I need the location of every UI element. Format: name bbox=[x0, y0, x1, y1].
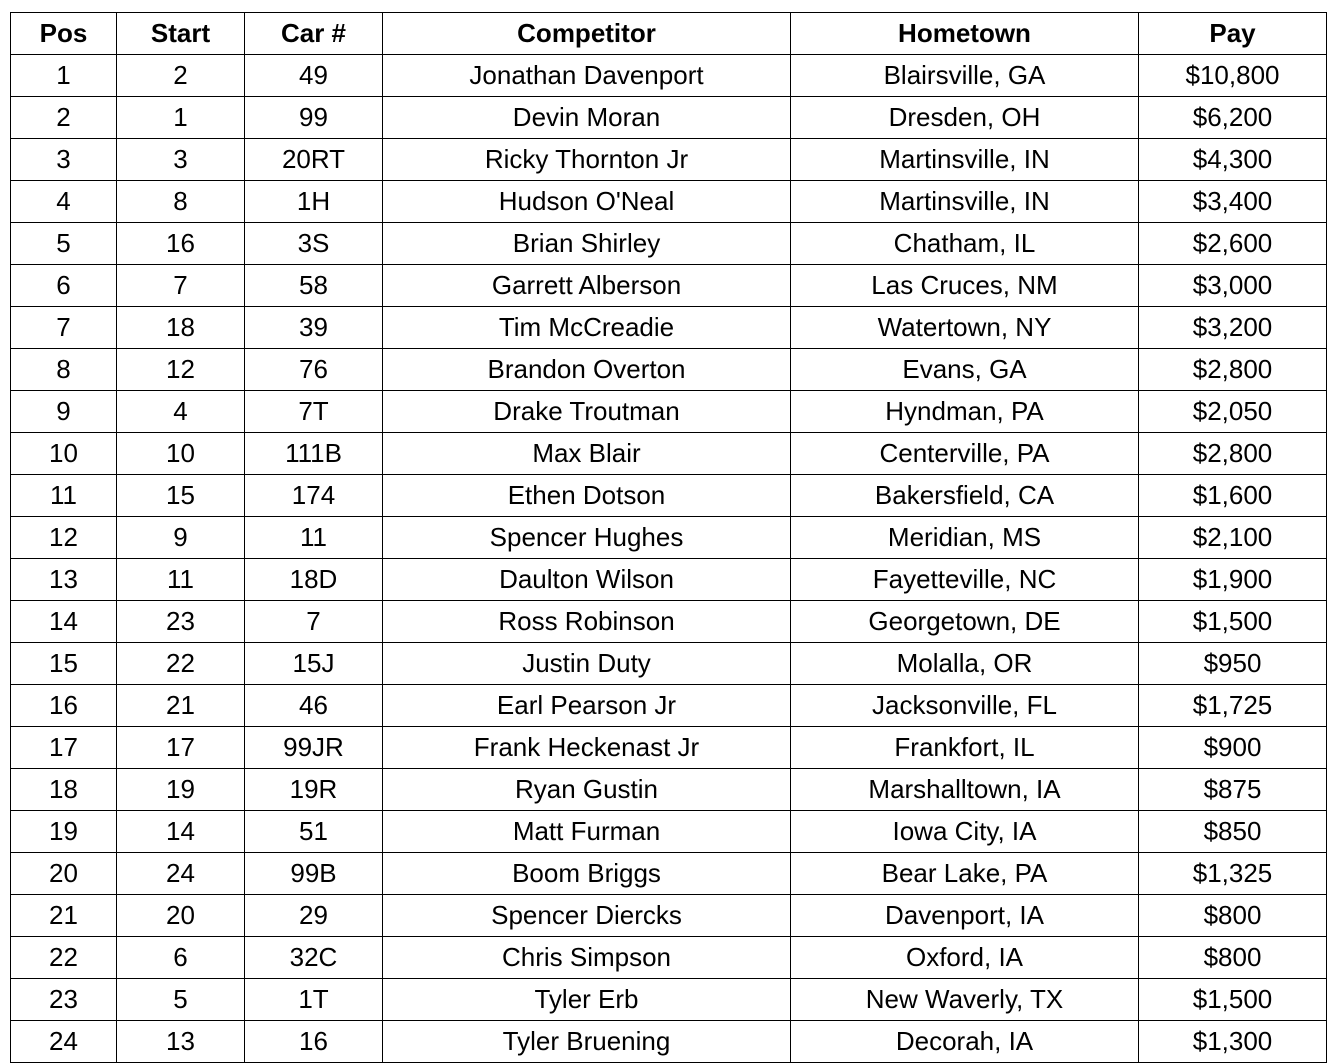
cell-car-number: 16 bbox=[245, 1021, 383, 1063]
cell-pay: $2,600 bbox=[1139, 223, 1327, 265]
cell-pos: 18 bbox=[11, 769, 117, 811]
cell-competitor: Tyler Bruening bbox=[383, 1021, 791, 1063]
cell-start: 12 bbox=[117, 349, 245, 391]
cell-start: 3 bbox=[117, 139, 245, 181]
cell-pay: $1,300 bbox=[1139, 1021, 1327, 1063]
cell-pay: $1,725 bbox=[1139, 685, 1327, 727]
cell-car-number: 49 bbox=[245, 55, 383, 97]
cell-start: 13 bbox=[117, 1021, 245, 1063]
cell-car-number: 46 bbox=[245, 685, 383, 727]
cell-competitor: Ryan Gustin bbox=[383, 769, 791, 811]
cell-pay: $1,500 bbox=[1139, 979, 1327, 1021]
cell-car-number: 32C bbox=[245, 937, 383, 979]
cell-start: 19 bbox=[117, 769, 245, 811]
cell-car-number: 7 bbox=[245, 601, 383, 643]
cell-car-number: 20RT bbox=[245, 139, 383, 181]
cell-pos: 20 bbox=[11, 853, 117, 895]
cell-competitor: Boom Briggs bbox=[383, 853, 791, 895]
table-row bbox=[11, 517, 1327, 559]
cell-car-number: 29 bbox=[245, 895, 383, 937]
cell-hometown: Evans, GA bbox=[791, 349, 1139, 391]
cell-pos: 3 bbox=[11, 139, 117, 181]
cell-hometown: New Waverly, TX bbox=[791, 979, 1139, 1021]
cell-pos: 15 bbox=[11, 643, 117, 685]
cell-car-number: 1H bbox=[245, 181, 383, 223]
cell-competitor: Spencer Hughes bbox=[383, 517, 791, 559]
cell-hometown: Blairsville, GA bbox=[791, 55, 1139, 97]
table-row bbox=[11, 433, 1327, 475]
cell-hometown: Dresden, OH bbox=[791, 97, 1139, 139]
cell-start: 2 bbox=[117, 55, 245, 97]
table-row bbox=[11, 223, 1327, 265]
table-row bbox=[11, 181, 1327, 223]
cell-pay: $2,800 bbox=[1139, 433, 1327, 475]
table-row bbox=[11, 853, 1327, 895]
cell-competitor: Ross Robinson bbox=[383, 601, 791, 643]
cell-hometown: Bear Lake, PA bbox=[791, 853, 1139, 895]
table-row bbox=[11, 937, 1327, 979]
cell-car-number: 11 bbox=[245, 517, 383, 559]
header-hometown: Hometown bbox=[791, 13, 1139, 55]
cell-car-number: 15J bbox=[245, 643, 383, 685]
cell-start: 11 bbox=[117, 559, 245, 601]
table-row bbox=[11, 139, 1327, 181]
cell-car-number: 111B bbox=[245, 433, 383, 475]
header-pay: Pay bbox=[1139, 13, 1327, 55]
cell-competitor: Drake Troutman bbox=[383, 391, 791, 433]
cell-pay: $800 bbox=[1139, 937, 1327, 979]
cell-pos: 9 bbox=[11, 391, 117, 433]
cell-start: 15 bbox=[117, 475, 245, 517]
table-row bbox=[11, 811, 1327, 853]
cell-competitor: Brandon Overton bbox=[383, 349, 791, 391]
cell-car-number: 18D bbox=[245, 559, 383, 601]
cell-hometown: Molalla, OR bbox=[791, 643, 1139, 685]
cell-pay: $3,200 bbox=[1139, 307, 1327, 349]
cell-hometown: Meridian, MS bbox=[791, 517, 1139, 559]
cell-pos: 17 bbox=[11, 727, 117, 769]
table-row bbox=[11, 685, 1327, 727]
cell-start: 10 bbox=[117, 433, 245, 475]
cell-hometown: Iowa City, IA bbox=[791, 811, 1139, 853]
table-row bbox=[11, 349, 1327, 391]
table-row bbox=[11, 895, 1327, 937]
cell-car-number: 39 bbox=[245, 307, 383, 349]
cell-pay: $2,050 bbox=[1139, 391, 1327, 433]
cell-pay: $3,400 bbox=[1139, 181, 1327, 223]
cell-pos: 5 bbox=[11, 223, 117, 265]
cell-competitor: Daulton Wilson bbox=[383, 559, 791, 601]
table-header bbox=[11, 13, 1327, 55]
header-row bbox=[11, 13, 1327, 55]
table-row bbox=[11, 307, 1327, 349]
cell-pos: 14 bbox=[11, 601, 117, 643]
cell-competitor: Chris Simpson bbox=[383, 937, 791, 979]
cell-competitor: Jonathan Davenport bbox=[383, 55, 791, 97]
cell-start: 4 bbox=[117, 391, 245, 433]
cell-car-number: 51 bbox=[245, 811, 383, 853]
cell-pay: $2,100 bbox=[1139, 517, 1327, 559]
cell-competitor: Matt Furman bbox=[383, 811, 791, 853]
cell-hometown: Las Cruces, NM bbox=[791, 265, 1139, 307]
cell-competitor: Tyler Erb bbox=[383, 979, 791, 1021]
cell-hometown: Davenport, IA bbox=[791, 895, 1139, 937]
cell-competitor: Justin Duty bbox=[383, 643, 791, 685]
cell-start: 5 bbox=[117, 979, 245, 1021]
cell-start: 16 bbox=[117, 223, 245, 265]
cell-hometown: Centerville, PA bbox=[791, 433, 1139, 475]
cell-car-number: 1T bbox=[245, 979, 383, 1021]
table-row bbox=[11, 769, 1327, 811]
table-row bbox=[11, 1021, 1327, 1063]
header-competitor: Competitor bbox=[383, 13, 791, 55]
cell-start: 8 bbox=[117, 181, 245, 223]
header-car-number: Car # bbox=[245, 13, 383, 55]
cell-competitor: Earl Pearson Jr bbox=[383, 685, 791, 727]
cell-pos: 23 bbox=[11, 979, 117, 1021]
table-body bbox=[11, 55, 1327, 1063]
cell-pos: 22 bbox=[11, 937, 117, 979]
cell-start: 20 bbox=[117, 895, 245, 937]
cell-pay: $800 bbox=[1139, 895, 1327, 937]
results-table bbox=[10, 12, 1327, 1063]
cell-pos: 1 bbox=[11, 55, 117, 97]
header-pos: Pos bbox=[11, 13, 117, 55]
cell-hometown: Fayetteville, NC bbox=[791, 559, 1139, 601]
cell-competitor: Max Blair bbox=[383, 433, 791, 475]
cell-start: 1 bbox=[117, 97, 245, 139]
cell-start: 7 bbox=[117, 265, 245, 307]
cell-pos: 24 bbox=[11, 1021, 117, 1063]
cell-pos: 8 bbox=[11, 349, 117, 391]
cell-pos: 10 bbox=[11, 433, 117, 475]
header-start: Start bbox=[117, 13, 245, 55]
cell-competitor: Tim McCreadie bbox=[383, 307, 791, 349]
cell-pay: $10,800 bbox=[1139, 55, 1327, 97]
table-row bbox=[11, 979, 1327, 1021]
cell-car-number: 99JR bbox=[245, 727, 383, 769]
cell-car-number: 174 bbox=[245, 475, 383, 517]
cell-start: 9 bbox=[117, 517, 245, 559]
cell-hometown: Oxford, IA bbox=[791, 937, 1139, 979]
cell-competitor: Ricky Thornton Jr bbox=[383, 139, 791, 181]
cell-car-number: 7T bbox=[245, 391, 383, 433]
cell-start: 24 bbox=[117, 853, 245, 895]
cell-competitor: Frank Heckenast Jr bbox=[383, 727, 791, 769]
cell-car-number: 58 bbox=[245, 265, 383, 307]
cell-hometown: Hyndman, PA bbox=[791, 391, 1139, 433]
table-row bbox=[11, 391, 1327, 433]
cell-competitor: Ethen Dotson bbox=[383, 475, 791, 517]
cell-competitor: Devin Moran bbox=[383, 97, 791, 139]
cell-hometown: Watertown, NY bbox=[791, 307, 1139, 349]
cell-hometown: Jacksonville, FL bbox=[791, 685, 1139, 727]
cell-pos: 6 bbox=[11, 265, 117, 307]
cell-hometown: Martinsville, IN bbox=[791, 139, 1139, 181]
cell-pay: $950 bbox=[1139, 643, 1327, 685]
cell-pay: $1,500 bbox=[1139, 601, 1327, 643]
cell-car-number: 3S bbox=[245, 223, 383, 265]
cell-start: 22 bbox=[117, 643, 245, 685]
cell-pos: 16 bbox=[11, 685, 117, 727]
cell-car-number: 99B bbox=[245, 853, 383, 895]
cell-start: 14 bbox=[117, 811, 245, 853]
cell-start: 17 bbox=[117, 727, 245, 769]
table-row bbox=[11, 601, 1327, 643]
cell-start: 23 bbox=[117, 601, 245, 643]
table-row bbox=[11, 97, 1327, 139]
cell-hometown: Marshalltown, IA bbox=[791, 769, 1139, 811]
cell-pos: 13 bbox=[11, 559, 117, 601]
cell-pos: 2 bbox=[11, 97, 117, 139]
cell-pay: $1,600 bbox=[1139, 475, 1327, 517]
cell-pay: $1,900 bbox=[1139, 559, 1327, 601]
cell-car-number: 19R bbox=[245, 769, 383, 811]
cell-pos: 19 bbox=[11, 811, 117, 853]
cell-pay: $900 bbox=[1139, 727, 1327, 769]
cell-pos: 11 bbox=[11, 475, 117, 517]
cell-pay: $3,000 bbox=[1139, 265, 1327, 307]
cell-pos: 12 bbox=[11, 517, 117, 559]
table-row bbox=[11, 559, 1327, 601]
table-row bbox=[11, 265, 1327, 307]
cell-pos: 21 bbox=[11, 895, 117, 937]
cell-hometown: Chatham, IL bbox=[791, 223, 1139, 265]
cell-pay: $1,325 bbox=[1139, 853, 1327, 895]
cell-competitor: Spencer Diercks bbox=[383, 895, 791, 937]
cell-start: 18 bbox=[117, 307, 245, 349]
cell-pay: $2,800 bbox=[1139, 349, 1327, 391]
cell-pay: $4,300 bbox=[1139, 139, 1327, 181]
table-row bbox=[11, 643, 1327, 685]
cell-hometown: Decorah, IA bbox=[791, 1021, 1139, 1063]
cell-start: 6 bbox=[117, 937, 245, 979]
cell-pay: $6,200 bbox=[1139, 97, 1327, 139]
cell-competitor: Brian Shirley bbox=[383, 223, 791, 265]
table-row bbox=[11, 55, 1327, 97]
cell-pay: $850 bbox=[1139, 811, 1327, 853]
cell-pos: 7 bbox=[11, 307, 117, 349]
cell-hometown: Frankfort, IL bbox=[791, 727, 1139, 769]
cell-pos: 4 bbox=[11, 181, 117, 223]
cell-start: 21 bbox=[117, 685, 245, 727]
cell-competitor: Hudson O'Neal bbox=[383, 181, 791, 223]
table-row bbox=[11, 727, 1327, 769]
cell-pay: $875 bbox=[1139, 769, 1327, 811]
cell-car-number: 76 bbox=[245, 349, 383, 391]
cell-car-number: 99 bbox=[245, 97, 383, 139]
cell-competitor: Garrett Alberson bbox=[383, 265, 791, 307]
table-row bbox=[11, 475, 1327, 517]
cell-hometown: Georgetown, DE bbox=[791, 601, 1139, 643]
cell-hometown: Martinsville, IN bbox=[791, 181, 1139, 223]
cell-hometown: Bakersfield, CA bbox=[791, 475, 1139, 517]
